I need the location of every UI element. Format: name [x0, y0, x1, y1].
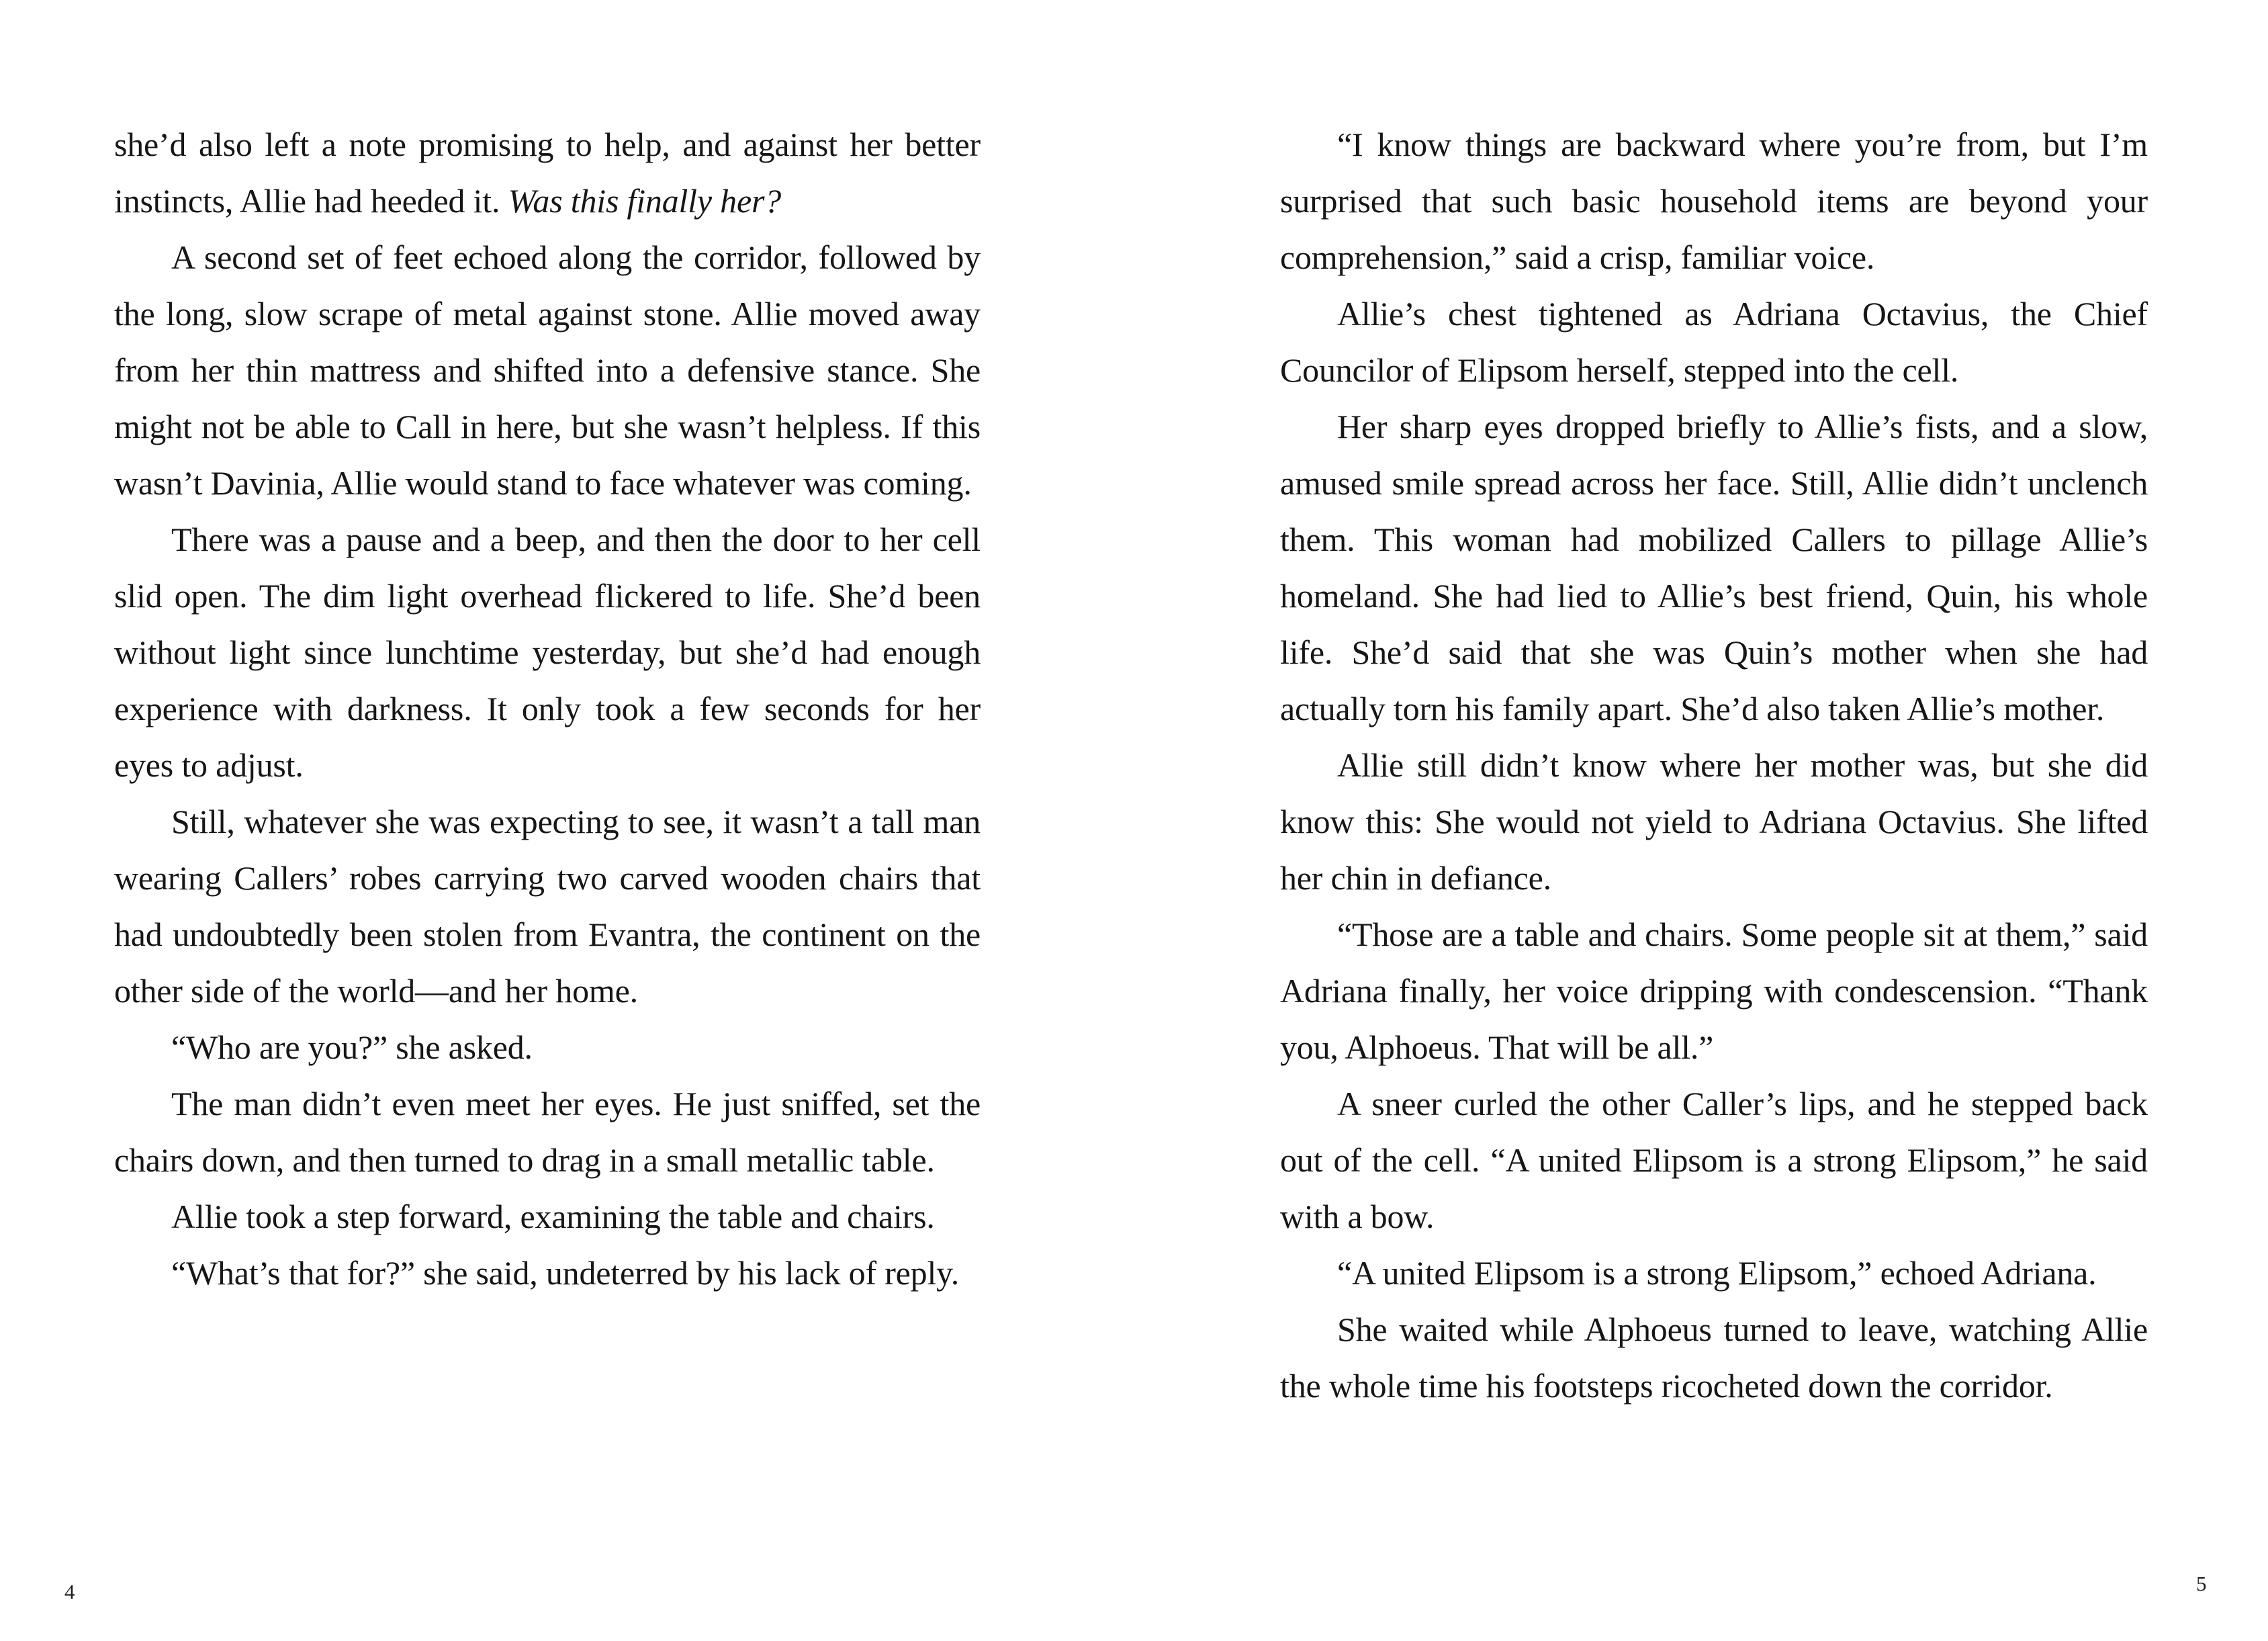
text-run: Allie’s chest tightened as Adriana Octavius, the Chief Councilor of Elipsom herself, stepped into the cell.	[1280, 295, 2148, 389]
paragraph	[114, 116, 981, 229]
text-run: Allie still didn’t know where her mother was, but she did know this: She would not yield to Adriana Octavius. She lifted her chin in defiance.	[1280, 746, 2148, 897]
text-run: Her sharp eyes dropped briefly to Allie’s fists, and a slow, amused smile spread across her face. Still, Allie didn’t unclench them. This woman had mobilized Callers to pillage Allie’s homeland. She had lied to Allie’s best friend, Quin, his whole life. She’d said that she was Quin’s mother when she had actually torn his family apart. She’d also taken Allie’s mother.	[1280, 408, 2148, 727]
paragraph	[1280, 285, 2148, 398]
paragraph	[114, 511, 981, 793]
paragraph	[114, 1019, 981, 1075]
text-run: There was a pause and a beep, and then the door to her cell slid open. The dim light overhead flickered to life. She’d been without light since lunchtime yesterday, but she’d had enough experience with darkness. It only took a few seconds for her eyes to adjust.	[114, 521, 981, 784]
text-run: “Who are you?” she asked.	[171, 1028, 533, 1066]
text-run: Allie took a step forward, examining the table and chairs.	[171, 1198, 935, 1235]
text-run: she’d also left a note promising to help, and against her better instincts, Allie had heeded it.	[114, 126, 981, 220]
text-run: Still, whatever she was expecting to see, it wasn’t a tall man wearing Callers’ robes carrying two carved wooden chairs that had undoubtedly been stolen from Evantra, the continent on the other side of the world—and her home.	[114, 803, 981, 1010]
text-run: She waited while Alphoeus turned to leave, watching Allie the whole time his footsteps ricocheted down the corridor.	[1280, 1311, 2148, 1405]
paragraph	[114, 1188, 981, 1245]
paragraph	[1280, 906, 2148, 1075]
text-run: The man didn’t even meet her eyes. He just sniffed, set the chairs down, and then turned to drag in a small metallic table.	[114, 1085, 981, 1179]
paragraph	[1280, 398, 2148, 737]
paragraph	[1280, 1075, 2148, 1245]
page-number-left: 4	[64, 1580, 75, 1603]
right-page-text	[1280, 116, 2148, 1414]
text-run: “I know things are backward where you’re from, but I’m surprised that such basic household items are beyond your comprehension,” said a crisp, familiar voice.	[1280, 126, 2148, 276]
paragraph	[1280, 1245, 2148, 1301]
paragraph	[1280, 737, 2148, 906]
paragraph	[114, 793, 981, 1019]
page-number-right: 5	[2196, 1572, 2207, 1595]
paragraph	[1280, 1301, 2148, 1414]
text-run: “A united Elipsom is a strong Elipsom,” echoed Adriana.	[1337, 1254, 2097, 1292]
right-page	[1134, 0, 2268, 1641]
text-run: A second set of feet echoed along the corridor, followed by the long, slow scrape of metal against stone. Allie moved away from her thin mattress and shifted into a defensive stance. She might not be able to Call in here, but she wasn’t helpless. If this wasn’t Davinia, Allie would stand to face whatever was coming.	[114, 238, 981, 502]
paragraph	[114, 229, 981, 511]
paragraph	[114, 1075, 981, 1188]
paragraph	[114, 1245, 981, 1301]
text-run: “What’s that for?” she said, undeterred by his lack of reply.	[171, 1254, 960, 1292]
left-page-text	[114, 116, 981, 1301]
text-run: “Those are a table and chairs. Some people sit at them,” said Adriana finally, her voice dripping with condescension. “Thank you, Alphoeus. That will be all.”	[1280, 916, 2148, 1066]
italic-text-run: Was this finally her?	[508, 182, 782, 220]
text-run: A sneer curled the other Caller’s lips, and he stepped back out of the cell. “A united Elipsom is a strong Elipsom,” he said with a bow.	[1280, 1085, 2148, 1235]
paragraph	[1280, 116, 2148, 285]
